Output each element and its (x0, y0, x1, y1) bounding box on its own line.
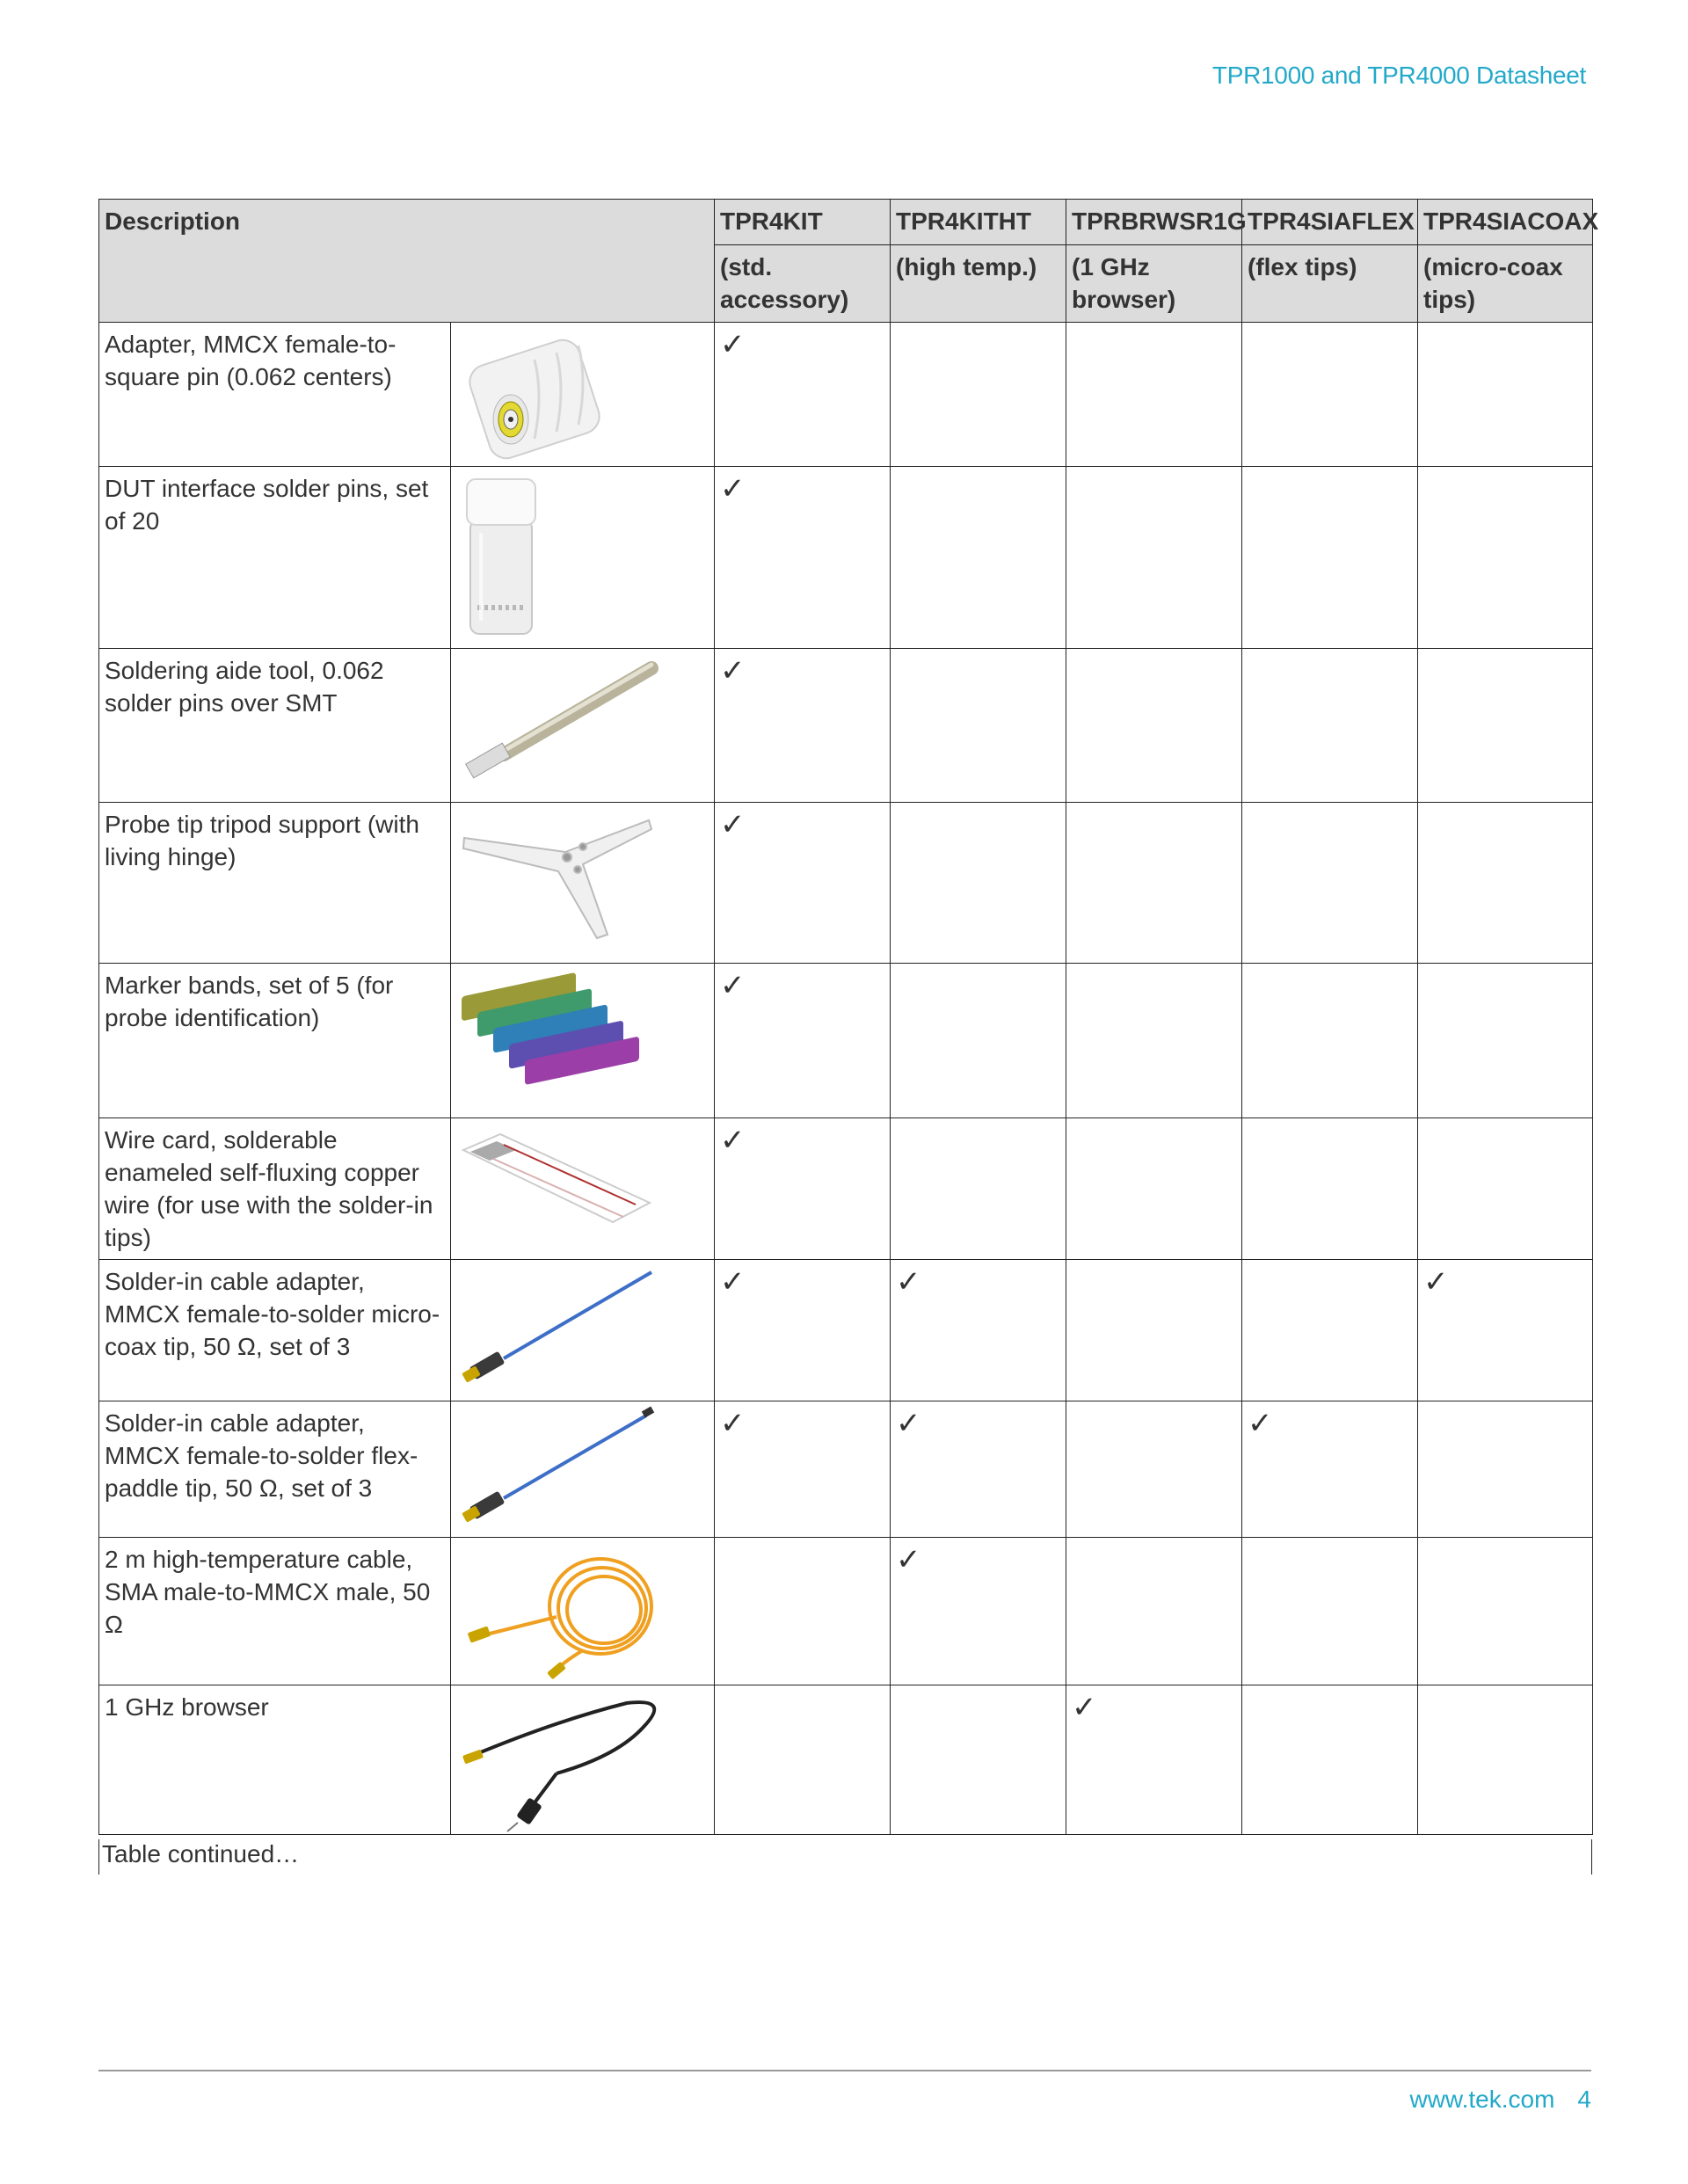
row-description: Soldering aide tool, 0.062 solder pins over SMT (99, 649, 451, 803)
page-footer (1409, 2086, 1591, 2114)
check-cell (715, 467, 891, 649)
tripod-support-image (451, 803, 715, 964)
table-row (99, 1260, 1593, 1401)
check-cell (1242, 964, 1418, 1118)
check-cell (715, 964, 891, 1118)
col-sub-tpr4kit: (std. accessory) (715, 245, 891, 323)
table-row (99, 964, 1593, 1118)
check-cell (715, 803, 891, 964)
check-cell (1418, 1260, 1593, 1401)
check-cell (1066, 803, 1242, 964)
check-cell (891, 467, 1066, 649)
check-cell (1242, 1118, 1418, 1260)
col-header-tpr4kitht: TPR4KITHT (891, 200, 1066, 245)
check-mark: ✓ (1072, 1691, 1097, 1724)
check-mark: ✓ (720, 472, 746, 506)
table-row (99, 1538, 1593, 1685)
table-row (99, 649, 1593, 803)
row-description: Solder-in cable adapter, MMCX female-to-solder micro-coax tip, 50 Ω, set of 3 (99, 1260, 451, 1401)
table-row (99, 1685, 1593, 1835)
col-header-tpr4siaflex: TPR4SIAFLEX (1242, 200, 1418, 245)
check-cell (1418, 964, 1593, 1118)
check-cell (891, 1685, 1066, 1835)
check-mark: ✓ (720, 1265, 746, 1299)
check-cell (891, 1118, 1066, 1260)
check-mark: ✓ (720, 328, 746, 361)
accessories-table (98, 199, 1599, 1835)
check-cell (1418, 1538, 1593, 1685)
row-description: Solder-in cable adapter, MMCX female-to-solder flex-paddle tip, 50 Ω, set of 3 (99, 1401, 451, 1538)
check-cell (891, 1260, 1066, 1401)
wire-card-icon (463, 1134, 650, 1222)
check-cell (891, 323, 1066, 467)
table-continued-row (98, 1839, 1592, 1875)
row-description: 2 m high-temperature cable, SMA male-to-MMCX male, 50 Ω (99, 1538, 451, 1685)
check-cell (715, 1260, 891, 1401)
check-cell (1066, 323, 1242, 467)
check-cell (1242, 1538, 1418, 1685)
col-header-tpr4kit: TPR4KIT (715, 200, 891, 245)
check-cell (891, 1538, 1066, 1685)
col-header-tpr4siacoax: TPR4SIACOAX (1418, 200, 1593, 245)
check-cell (715, 1118, 891, 1260)
check-cell (715, 1401, 891, 1538)
soldering-tool-icon (466, 665, 651, 778)
table-row (99, 1118, 1593, 1260)
check-cell (1418, 1118, 1593, 1260)
check-cell (1066, 649, 1242, 803)
check-cell (891, 803, 1066, 964)
row-description: Adapter, MMCX female-to-square pin (0.062 centers) (99, 323, 451, 467)
row-description: Marker bands, set of 5 (for probe identification) (99, 964, 451, 1118)
check-cell (1242, 649, 1418, 803)
check-cell (1242, 1685, 1418, 1835)
check-cell (891, 964, 1066, 1118)
wire-card-image (451, 1118, 715, 1260)
col-sub-tpr4kitht: (high temp.) (891, 245, 1066, 323)
check-mark: ✓ (1248, 1407, 1273, 1440)
check-cell (1418, 1401, 1593, 1538)
table-row (99, 1401, 1593, 1538)
check-cell (715, 323, 891, 467)
check-cell (1242, 323, 1418, 467)
row-description: DUT interface solder pins, set of 20 (99, 467, 451, 649)
mmcx-adapter-icon (465, 336, 604, 463)
check-cell (1066, 467, 1242, 649)
check-cell (1066, 964, 1242, 1118)
check-cell (1242, 1260, 1418, 1401)
check-cell (1242, 803, 1418, 964)
high-temp-cable-icon (486, 1559, 651, 1670)
flex-paddle-cable-icon (462, 1407, 654, 1523)
check-cell (1066, 1685, 1242, 1835)
footer-website-link[interactable]: www.tek.com (1409, 2086, 1555, 2113)
soldering-tool-image (451, 649, 715, 803)
table-row (99, 803, 1593, 964)
col-header-tprbrwsr1g: TPRBRWSR1G (1066, 200, 1242, 245)
check-cell (1066, 1260, 1242, 1401)
col-sub-tprbrwsr1g: (1 GHz browser) (1066, 245, 1242, 323)
col-sub-tpr4siaflex: (flex tips) (1242, 245, 1418, 323)
check-cell (715, 1538, 891, 1685)
footer-divider (98, 2070, 1591, 2071)
check-cell (1066, 1118, 1242, 1260)
row-description: Wire card, solderable enameled self-fluxing copper wire (for use with the solder-in tips) (99, 1118, 451, 1260)
page-number: 4 (1577, 2086, 1591, 2113)
flex-paddle-cable-image (451, 1401, 715, 1538)
high-temp-cable-image (451, 1538, 715, 1685)
marker-bands-icon (462, 972, 639, 1085)
check-mark: ✓ (896, 1265, 921, 1299)
check-cell (1418, 649, 1593, 803)
check-cell (1418, 1685, 1593, 1835)
page-header-title: TPR1000 and TPR4000 Datasheet (1211, 62, 1586, 89)
solder-pins-container-image (451, 467, 715, 649)
check-cell (891, 1401, 1066, 1538)
table-continued-note: Table continued… (102, 1840, 300, 1867)
check-mark: ✓ (720, 808, 746, 841)
browser-probe-icon (472, 1702, 654, 1809)
check-cell (715, 1685, 891, 1835)
row-description: Probe tip tripod support (with living hinge) (99, 803, 451, 964)
check-cell (715, 649, 891, 803)
check-cell (1418, 803, 1593, 964)
table-row (99, 467, 1593, 649)
micro-coax-cable-icon (462, 1272, 651, 1383)
check-cell (1242, 1401, 1418, 1538)
check-mark: ✓ (720, 1407, 746, 1440)
table-row (99, 323, 1593, 467)
check-mark: ✓ (720, 1124, 746, 1157)
col-sub-tpr4siacoax: (micro-coax tips) (1418, 245, 1593, 323)
description-header: Description (99, 200, 715, 323)
tripod-icon (463, 820, 651, 938)
browser-probe-image (451, 1685, 715, 1835)
check-cell (1418, 467, 1593, 649)
check-cell (1418, 323, 1593, 467)
check-mark: ✓ (1423, 1265, 1449, 1299)
micro-coax-cable-image (451, 1260, 715, 1401)
row-description: 1 GHz browser (99, 1685, 451, 1835)
check-mark: ✓ (720, 654, 746, 688)
check-mark: ✓ (896, 1407, 921, 1440)
marker-bands-image (451, 964, 715, 1118)
check-mark: ✓ (896, 1543, 921, 1576)
check-mark: ✓ (720, 969, 746, 1002)
mmcx-adapter-image (451, 323, 715, 467)
check-cell (891, 649, 1066, 803)
container-icon (467, 479, 535, 634)
check-cell (1066, 1538, 1242, 1685)
check-cell (1242, 467, 1418, 649)
check-cell (1066, 1401, 1242, 1538)
